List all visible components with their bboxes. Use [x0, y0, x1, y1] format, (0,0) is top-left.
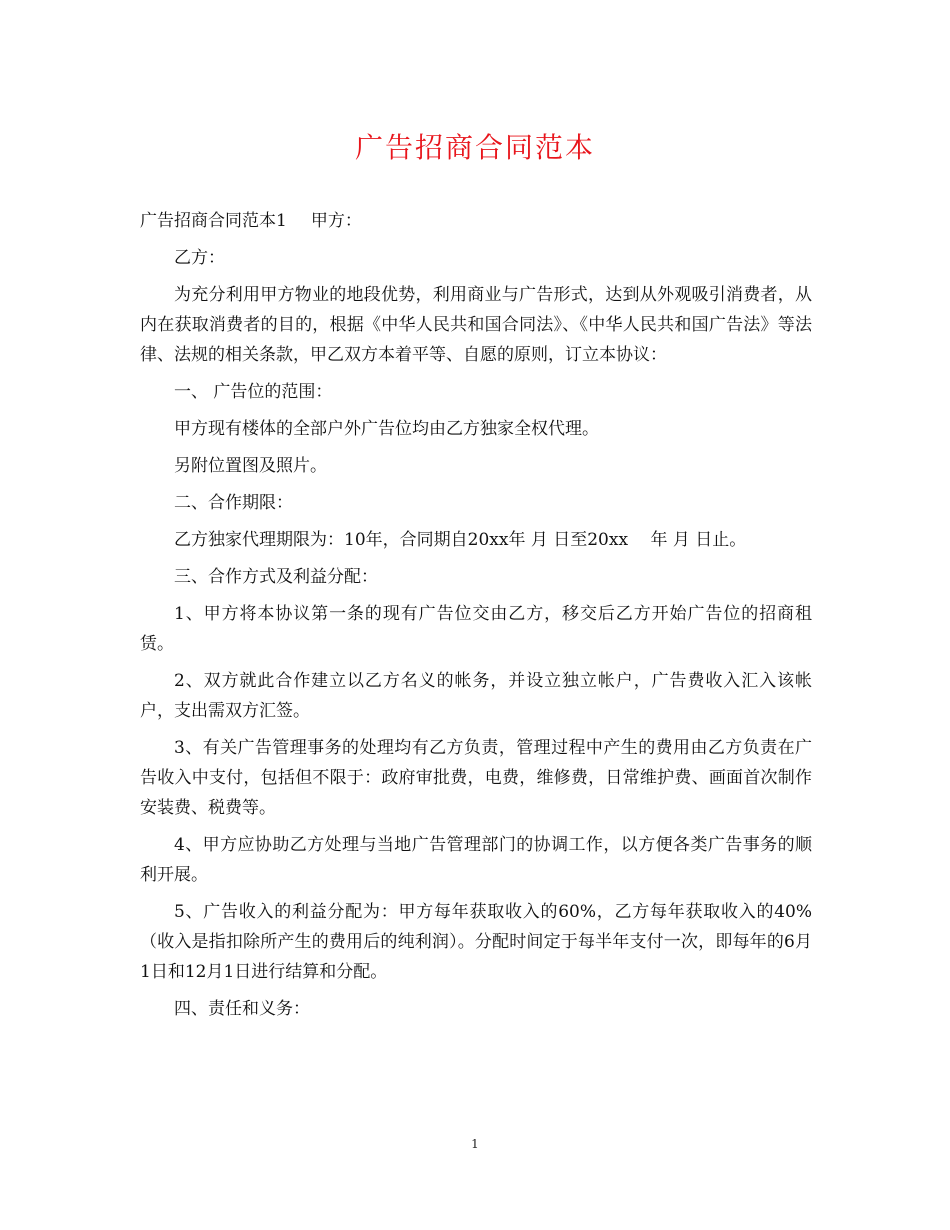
- paragraph: 乙方独家代理期限为：10年，合同期自20xx年 月 日至20xx 年 月 日止。: [174, 530, 747, 550]
- page-number: 1: [471, 1137, 479, 1151]
- paragraph: 乙方：: [174, 248, 225, 268]
- paragraph: 一、 广告位的范围：: [174, 382, 333, 402]
- intro-left: 广告招商合同范本1: [140, 211, 287, 231]
- paragraph: 三、合作方式及利益分配：: [174, 567, 378, 587]
- paragraph: 甲方现有楼体的全部户外广告位均由乙方独家全权代理。: [174, 419, 599, 439]
- intro-line: [140, 206, 812, 236]
- paragraph: 1、甲方将本协议第一条的现有广告位交由乙方，移交后乙方开始广告位的招商租赁。: [140, 604, 812, 654]
- paragraph: 5、广告收入的利益分配为：甲方每年获取收入的60%，乙方每年获取收入的40%（收入是指扣除所产生的费用后的纯利润）。分配时间定于每半年支付一次，即每年的6月1日和12月1日进行结算和分配。: [140, 902, 812, 982]
- paragraph: 二、合作期限：: [174, 493, 293, 513]
- paragraph: 2、双方就此合作建立以乙方名义的帐务，并设立独立帐户，广告费收入汇入该帐户，支出需双方汇签。: [140, 671, 812, 721]
- paragraph: 4、甲方应协助乙方处理与当地广告管理部门的协调工作，以方便各类广告事务的顺利开展。: [140, 835, 812, 885]
- paragraph: 为充分利用甲方物业的地段优势，利用商业与广告形式，达到从外观吸引消费者，从内在获取消费者的目的，根据《中华人民共和国合同法》、《中华人民共和国广告法》等法律、法规的相关条款，甲乙双方本着平等、自愿的原则，订立本协议：: [140, 285, 812, 365]
- intro-right: 甲方：: [310, 211, 362, 231]
- paragraph: 四、责任和义务：: [174, 999, 310, 1019]
- document-title: 广告招商合同范本: [354, 131, 595, 164]
- paragraph: 3、有关广告管理事务的处理均有乙方负责，管理过程中产生的费用由乙方负责在广告收入中支付，包括但不限于：政府审批费，电费，维修费，日常维护费、画面首次制作安装费、税费等。: [140, 738, 812, 818]
- paragraph: 另附位置图及照片。: [174, 456, 327, 476]
- document-body: [140, 206, 812, 1031]
